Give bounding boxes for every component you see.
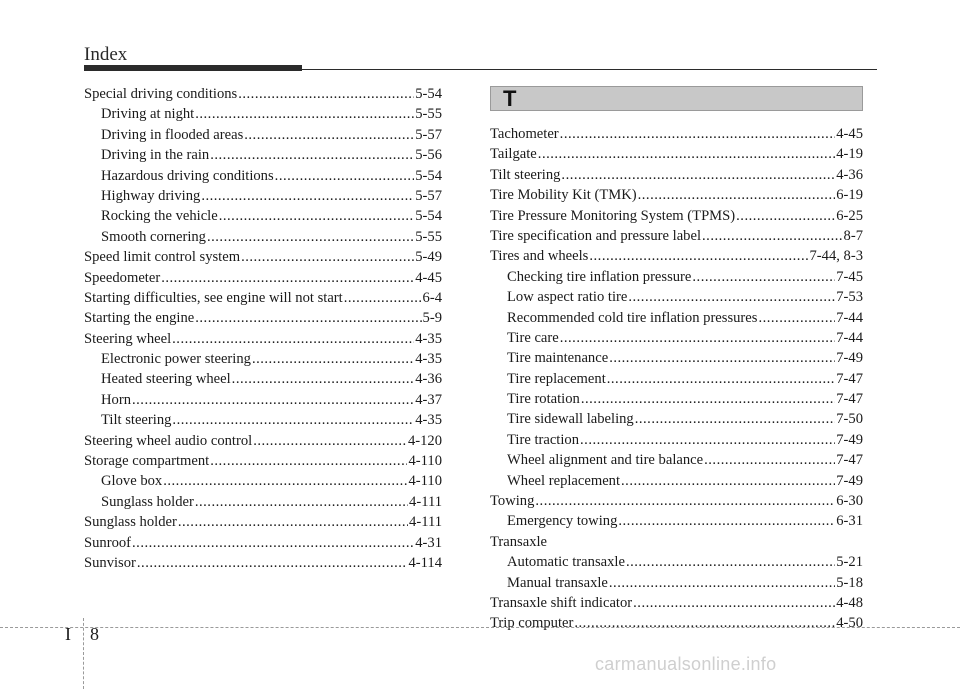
index-subentry [490, 450, 863, 470]
dot-leader [161, 268, 414, 288]
index-term: Tailgate [490, 146, 537, 163]
index-term: Tilt steering [490, 166, 561, 183]
index-page-ref: 4-35 [415, 330, 442, 347]
dot-leader [132, 533, 414, 553]
index-page-ref: 4-35 [415, 351, 442, 368]
index-subentry [84, 145, 442, 165]
index-term: Emergency towing [507, 513, 618, 530]
index-term: Towing [490, 493, 535, 510]
index-page-ref: 4-36 [836, 166, 863, 183]
index-term: Speedometer [84, 269, 161, 286]
index-entry [490, 124, 863, 144]
dot-leader [275, 166, 415, 186]
index-term: Tire replacement [507, 370, 606, 387]
index-term: Transaxle shift indicator [490, 594, 633, 611]
index-term: Rocking the vehicle [101, 208, 218, 225]
section-letter-header [490, 86, 863, 111]
index-term: Sunglass holder [84, 514, 177, 531]
index-subentry [84, 369, 442, 389]
index-entry [84, 533, 442, 553]
dot-leader [172, 410, 414, 430]
index-subentry [490, 573, 863, 593]
index-subentry [490, 471, 863, 491]
index-page-ref: 7-44, 8-3 [809, 248, 863, 265]
index-page-ref: 4-37 [415, 391, 442, 408]
dot-leader [692, 267, 835, 287]
dot-leader [621, 471, 835, 491]
section-letter: T [503, 86, 517, 111]
index-entry [490, 206, 863, 226]
index-term: Low aspect ratio tire [507, 289, 628, 306]
index-page-ref: 5-54 [415, 167, 442, 184]
index-page-ref: 7-44 [836, 329, 863, 346]
index-page-ref: 7-53 [836, 289, 863, 306]
index-entry [490, 185, 863, 205]
index-page-ref: 7-47 [836, 391, 863, 408]
index-subentry [490, 511, 863, 531]
index-term: Wheel replacement [507, 472, 621, 489]
dot-leader [163, 471, 407, 491]
header-rule-thick [84, 65, 302, 71]
index-term: Smooth cornering [101, 228, 206, 245]
dot-leader [253, 431, 407, 451]
dot-leader [607, 369, 835, 389]
index-term: Sunglass holder [101, 493, 194, 510]
index-entry [84, 308, 442, 328]
index-subentry [84, 104, 442, 124]
index-term: Tilt steering [101, 412, 172, 429]
index-page-ref: 6-25 [836, 207, 863, 224]
index-entry [490, 613, 863, 633]
dot-leader [609, 573, 835, 593]
index-term: Transaxle [490, 533, 548, 550]
index-page-ref: 7-47 [836, 452, 863, 469]
index-page-ref: 7-45 [836, 268, 863, 285]
index-term: Storage compartment [84, 453, 210, 470]
dot-leader [132, 390, 414, 410]
index-page-ref: 7-49 [836, 472, 863, 489]
index-page-ref: 6-19 [836, 187, 863, 204]
index-subentry [84, 227, 442, 247]
index-term: Driving in flooded areas [101, 126, 244, 143]
index-term: Sunvisor [84, 554, 136, 571]
index-page-ref: 5-55 [415, 228, 442, 245]
index-page-ref: 4-120 [407, 432, 442, 449]
index-page-ref: 4-114 [408, 554, 442, 571]
dot-leader [628, 287, 835, 307]
index-term: Wheel alignment and tire balance [507, 452, 704, 469]
index-entry [490, 593, 863, 613]
index-term: Tachometer [490, 126, 559, 142]
index-entry [84, 84, 442, 104]
index-term: Highway driving [101, 187, 201, 204]
index-entry [84, 512, 442, 532]
index-entry [490, 165, 863, 185]
dot-leader [635, 409, 836, 429]
index-subentry [84, 471, 442, 491]
index-subentry [490, 308, 863, 328]
dot-leader [609, 348, 835, 368]
dot-leader [344, 288, 422, 308]
dot-leader [618, 511, 835, 531]
dot-leader [178, 512, 408, 532]
index-subentry [490, 267, 863, 287]
index-term: Steering wheel audio control [84, 432, 253, 449]
index-term: Tire maintenance [507, 350, 609, 367]
index-subentry [84, 186, 442, 206]
footer-divider [83, 618, 84, 689]
index-entry [490, 226, 863, 246]
dot-leader [252, 349, 414, 369]
index-page-ref: 5-18 [836, 574, 863, 591]
index-entry [490, 246, 863, 266]
index-page-ref: 5-54 [415, 86, 442, 102]
dot-leader [195, 308, 421, 328]
dot-leader [238, 84, 414, 104]
dot-leader [702, 226, 843, 246]
index-term: Speed limit control system [84, 249, 241, 266]
dot-leader [232, 369, 415, 389]
index-page-ref: 6-30 [836, 493, 863, 510]
dot-leader [574, 613, 835, 633]
index-entry [490, 491, 863, 511]
index-term: Tire sidewall labeling [507, 411, 634, 428]
index-page-ref: 5-56 [415, 147, 442, 164]
index-term: Glove box [101, 473, 163, 490]
index-subentry [84, 349, 442, 369]
dot-leader [195, 104, 414, 124]
index-subentry [84, 492, 442, 512]
index-page-ref: 4-48 [836, 594, 863, 611]
dot-leader [581, 389, 835, 409]
index-entry [84, 329, 442, 349]
index-page-ref: 4-35 [415, 412, 442, 429]
index-page-ref: 5-57 [415, 187, 442, 204]
index-subentry [490, 552, 863, 572]
index-term: Sunroof [84, 534, 132, 551]
index-page-ref: 7-49 [836, 350, 863, 367]
dot-leader [638, 185, 836, 205]
footer-section-label: I [65, 624, 71, 644]
index-term: Recommended cold tire inflation pressures [507, 309, 758, 326]
dot-leader [633, 593, 835, 613]
index-subentry [84, 206, 442, 226]
dot-leader [589, 246, 808, 266]
index-subentry [490, 409, 863, 429]
index-subentry [490, 348, 863, 368]
index-page-ref: 5-54 [415, 208, 442, 225]
index-page-ref: 4-50 [836, 615, 863, 632]
index-term: Driving in the rain [101, 147, 210, 164]
index-page-ref: 4-110 [408, 453, 442, 470]
index-term: Tire rotation [507, 391, 580, 408]
dot-leader [580, 430, 835, 450]
dot-leader [736, 206, 835, 226]
index-entry [84, 553, 442, 573]
dot-leader [210, 145, 414, 165]
index-term: Automatic transaxle [507, 554, 625, 571]
right-index-column [490, 124, 863, 634]
index-term: Heated steering wheel [101, 371, 231, 388]
dot-leader [244, 125, 414, 145]
index-entry [84, 288, 442, 308]
index-term: Steering wheel [84, 330, 172, 347]
left-index-column [84, 84, 442, 573]
index-page-ref: 4-45 [836, 126, 863, 142]
index-page-ref: 8-7 [843, 227, 863, 244]
index-term: Tires and wheels [490, 248, 589, 265]
index-page-ref: 4-31 [415, 534, 442, 551]
index-page-ref: 4-111 [409, 493, 442, 510]
index-subentry [490, 369, 863, 389]
index-page-ref: 7-50 [836, 411, 863, 428]
index-page-ref: 5-55 [415, 106, 442, 123]
index-term: Horn [101, 391, 131, 408]
index-subentry [490, 430, 863, 450]
index-term: Special driving conditions [84, 86, 238, 102]
index-page-ref: 5-9 [422, 310, 442, 327]
index-entry [84, 268, 442, 288]
index-entry [84, 451, 442, 471]
index-term: Checking tire inflation pressure [507, 268, 692, 285]
index-page-ref: 7-49 [836, 431, 863, 448]
index-term: Tire Mobility Kit (TMK) [490, 187, 637, 204]
index-subentry [84, 410, 442, 430]
dot-leader [241, 247, 414, 267]
index-entry [84, 431, 442, 451]
index-page-ref: 6-4 [422, 289, 442, 306]
dot-leader [535, 491, 835, 511]
index-term: Tire specification and pressure label [490, 227, 702, 244]
dot-leader [219, 206, 415, 226]
header-rule-thin [302, 69, 877, 70]
footer-rule [0, 627, 960, 628]
index-subentry [84, 166, 442, 186]
dot-leader [560, 328, 836, 348]
dot-leader [626, 552, 835, 572]
dot-leader [201, 186, 414, 206]
footer-page-number: 8 [90, 624, 99, 644]
index-page-ref: 4-45 [415, 269, 442, 286]
index-page-ref: 6-31 [836, 513, 863, 530]
index-page-ref: 4-110 [408, 473, 442, 490]
dot-leader [210, 451, 407, 471]
watermark: carmanualsonline.info [595, 654, 777, 674]
index-page-ref: 4-36 [415, 371, 442, 388]
index-entry [84, 247, 442, 267]
dot-leader [758, 308, 835, 328]
dot-leader [538, 144, 835, 164]
dot-leader [195, 492, 408, 512]
dot-leader [561, 165, 835, 185]
index-subentry [490, 287, 863, 307]
index-term: Manual transaxle [507, 574, 608, 591]
index-page-ref: 5-57 [415, 126, 442, 143]
dot-leader [560, 124, 836, 144]
index-term: Driving at night [101, 106, 195, 123]
index-page-ref: 5-49 [415, 249, 442, 266]
index-page-ref: 4-111 [409, 514, 442, 531]
dot-leader [207, 227, 414, 247]
index-entry [490, 144, 863, 164]
page-title: Index [84, 44, 128, 65]
index-page-ref: 7-44 [836, 309, 863, 326]
dot-leader [137, 553, 408, 573]
index-term: Starting the engine [84, 310, 195, 327]
index-subentry [490, 389, 863, 409]
index-subentry [84, 390, 442, 410]
index-term: Electronic power steering [101, 351, 251, 368]
index-term: Tire care [507, 329, 559, 346]
dot-leader [172, 329, 414, 349]
index-term: Trip computer [490, 615, 574, 632]
index-page-ref: 5-21 [836, 554, 863, 571]
index-term: Tire traction [507, 431, 580, 448]
index-page-ref: 4-19 [836, 146, 863, 163]
index-subentry [84, 125, 442, 145]
index-subentry [490, 328, 863, 348]
dot-leader [704, 450, 835, 470]
index-entry [490, 532, 863, 552]
index-term: Starting difficulties, see engine will not start [84, 289, 343, 306]
index-term: Hazardous driving conditions [101, 167, 274, 184]
index-term: Tire Pressure Monitoring System (TPMS) [490, 207, 736, 224]
index-page-ref: 7-47 [836, 370, 863, 387]
